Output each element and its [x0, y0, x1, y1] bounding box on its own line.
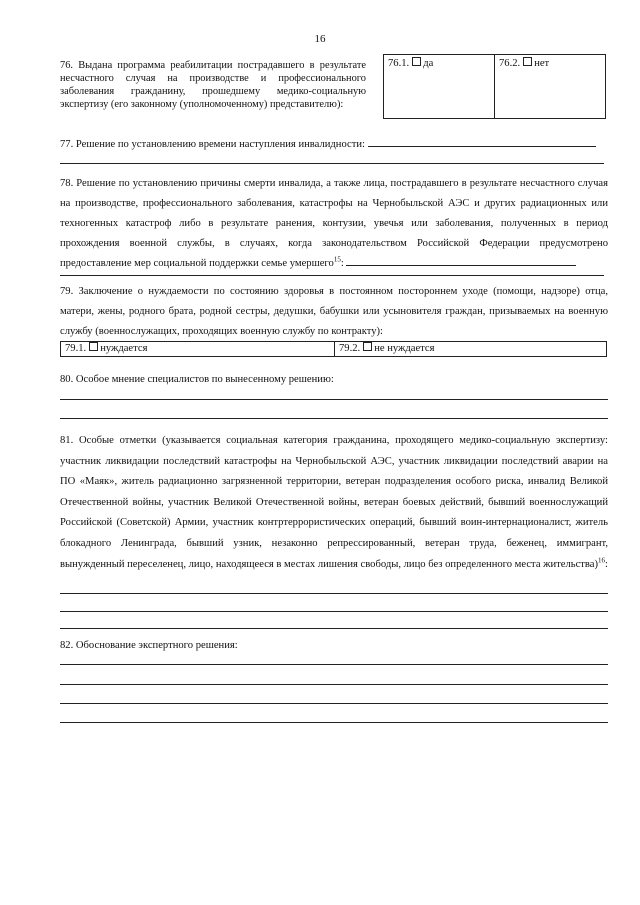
item-76-option-yes-number: 76.1. — [388, 58, 410, 69]
page-number: 16 — [314, 33, 326, 45]
item-80-text: 80. Особое мнение специалистов по вынесенному решению: — [60, 374, 334, 385]
item-79-option-not-needs[interactable] — [335, 342, 603, 356]
checkbox-icon[interactable] — [523, 57, 532, 66]
item-78-text-block: 78. Решение по установлению причины смерти инвалида, а также лица, пострадавшего в результате несчастного случая на производстве, профессионального заболевания, катастрофы на Чернобыльской АЭС и других радиационных или техногенных катастроф либо в результате ранения, контузии, увечья или заболевания, полученных в период прохождения военной службы, в случаях, когда законодательством Российской Федерации предусмотрено предоставление мер социальной поддержки семье умершего$^{15}$: — [60, 178, 608, 269]
item-76-text: 76. Выдана программа реабилитации пострадавшего в результате несчастного случая на производстве и профессионального заболевания гражданину, прошедшему медико-социальную экспертизу (его законному (уполномоченному) представителю): — [60, 60, 366, 110]
item-79-option-not-needs-label: не нуждается — [374, 343, 435, 354]
item-78-text: 78. Решение по установлению причины смерти инвалида, а также лица, пострадавшего в результате несчастного случая на производстве, профессионального заболевания, катастрофы на Чернобыльской АЭС и других радиационных или техногенных катастроф либо в результате ранения, контузии, увечья или заболевания, полученных в период прохождения военной службы, в случаях, когда законодательством Российской Федерации предусмотрено предоставление мер социальной поддержки семье умершего — [60, 178, 608, 269]
item-78-answer-field[interactable] — [346, 265, 576, 266]
item-80-answer-line-2[interactable] — [60, 418, 608, 419]
item-80-answer-line-1[interactable] — [60, 399, 608, 400]
item-81-text-block: 81. Особые отметки (указывается социальная категория гражданина, проходящего медико-социальную экспертизу: участник ликвидации последствий катастрофы на Чернобыльской АЭС, участник ликвидации последствий аварии на ПО «Маяк», житель радиационно загрязненной территории, ветеран подразделения особого риска, инвалид Великой Отечественной войны, участник Великой Отечественной войны, ветеран боевых действий, бывший военнослужащий Российской (Советской) Армии, участник контртеррористических операций, бывший воин-интернационалист, житель блокадного Ленинграда, бывший узник, незаконно репрессированный, ветеран труда, беженец, иммигрант, вынужденный переселенец, лицо, находящееся в местах лишения свободы, лицо без определенного места жительства)$^{16}$: — [60, 435, 608, 570]
item-78-footnote: 15 — [333, 255, 341, 264]
item-76-option-yes-label: да — [423, 58, 434, 69]
item-81-answer-line-1[interactable] — [60, 593, 608, 594]
checkbox-icon[interactable] — [412, 57, 421, 66]
item-81-footnote: 16 — [598, 556, 606, 565]
item-79-options-box — [60, 341, 607, 357]
item-77-answer-line[interactable] — [60, 163, 604, 164]
item-82-answer-line-2[interactable] — [60, 684, 608, 685]
checkbox-icon[interactable] — [89, 342, 98, 351]
item-78-answer-line[interactable] — [60, 275, 604, 276]
item-76-option-no[interactable] — [495, 55, 603, 118]
item-82-text: 82. Обоснование экспертного решения: — [60, 640, 238, 651]
item-77-answer-field[interactable] — [368, 146, 596, 147]
item-81-answer-line-3[interactable] — [60, 628, 608, 629]
item-79-text: 79. Заключение о нуждаемости по состоянию здоровья в постоянном постороннем уходе (помощи, надзоре) отца, матери, жены, родного брата, родной сестры, дедушки, бабушки или усыновителя граждан, призываемых на военную службу (военнослужащих, проходящих военную службу по контракту): — [60, 286, 608, 337]
item-76-option-no-number: 76.2. — [499, 58, 521, 69]
item-81-text: 81. Особые отметки (указывается социальная категория гражданина, проходящего медико-социальную экспертизу: участник ликвидации последствий катастрофы на Чернобыльской АЭС, участник ликвидации последствий аварии на ПО «Маяк», житель радиационно загрязненной территории, ветеран подразделения особого риска, инвалид Великой Отечественной войны, участник Великой Отечественной войны, ветеран боевых действий, бывший военнослужащий Российской (Советской) Армии, участник контртеррористических операций, бывший воин-интернационалист, житель блокадного Ленинграда, бывший узник, незаконно репрессированный, ветеран труда, беженец, иммигрант, вынужденный переселенец, лицо, находящееся в местах лишения свободы, лицо без определенного места жительства) — [60, 435, 608, 570]
item-82-answer-line-3[interactable] — [60, 703, 608, 704]
item-76-options-box — [383, 54, 606, 119]
item-79-option-needs-number: 79.1. — [65, 343, 87, 354]
checkbox-icon[interactable] — [363, 342, 372, 351]
item-79-option-needs-label: нуждается — [100, 343, 148, 354]
item-76-option-no-label: нет — [534, 58, 550, 69]
item-82-answer-line-1[interactable] — [60, 664, 608, 665]
item-76-option-yes[interactable] — [384, 55, 495, 118]
item-82-answer-line-4[interactable] — [60, 722, 608, 723]
item-77-line — [60, 139, 600, 150]
item-77-text: 77. Решение по установлению времени наступления инвалидности: — [60, 139, 365, 150]
item-79-option-needs[interactable] — [61, 342, 335, 356]
item-79-option-not-needs-number: 79.2. — [339, 343, 361, 354]
item-81-answer-line-2[interactable] — [60, 611, 608, 612]
